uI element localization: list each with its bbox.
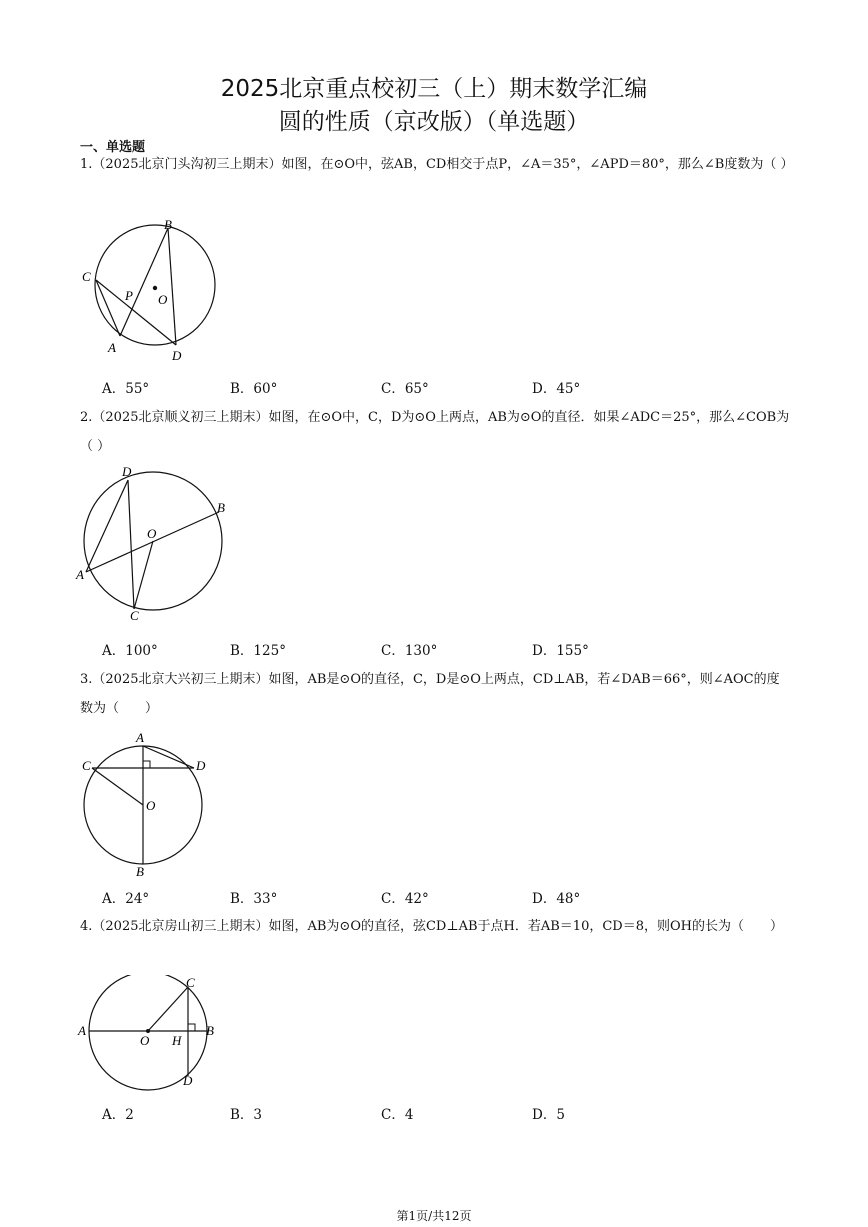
q4-right-angle-mark	[188, 1024, 195, 1031]
q2-segment-dc	[128, 480, 134, 609]
q1-option-b[interactable]: B．60°	[230, 381, 278, 397]
q1-segment-bd	[168, 228, 176, 345]
q4-option-d[interactable]: D．5	[532, 1107, 565, 1123]
question-4-options	[102, 1103, 802, 1123]
q4-label-a: A	[78, 1023, 86, 1038]
q1-label-d: D	[172, 348, 182, 363]
question-2-figure	[74, 462, 234, 622]
question-2-stem: 2.（2025北京顺义初三上期末）如图，在⊙O中，C，D为⊙O上两点，AB为⊙O的直径．如果∠ADC＝25°，那么∠COB为（ ）	[80, 410, 790, 454]
q3-segment-ad	[143, 746, 194, 768]
question-1-figure	[78, 215, 223, 365]
q3-label-b: B	[136, 864, 144, 878]
q3-label-o: O	[146, 798, 156, 813]
q1-label-b: B	[164, 217, 172, 232]
q1-label-a: A	[108, 340, 116, 355]
question-3-options	[102, 887, 802, 907]
q3-label-c: C	[82, 758, 91, 773]
question-3-stem: 3.（2025北京大兴初三上期末）如图，AB是⊙O的直径，C，D是⊙O上两点，CD⊥AB，若∠DAB＝66°，则∠AOC的度数为（ ）	[80, 672, 780, 716]
q3-option-a[interactable]: A．24°	[102, 891, 150, 907]
q2-segment-oc	[134, 541, 153, 609]
q1-chord-ab	[120, 228, 168, 336]
q1-option-c[interactable]: C．65°	[381, 381, 429, 397]
q3-right-angle-mark	[143, 761, 150, 768]
question-4-figure	[74, 975, 224, 1095]
q2-label-d: D	[122, 464, 132, 479]
q4-option-a[interactable]: A．2	[102, 1107, 134, 1123]
question-3-figure	[78, 728, 218, 878]
q2-option-d[interactable]: D．155°	[532, 643, 589, 659]
question-1-options	[102, 377, 802, 397]
q3-option-d[interactable]: D．48°	[532, 891, 581, 907]
q3-segment-co	[92, 768, 143, 805]
q3-option-c[interactable]: C．42°	[381, 891, 429, 907]
q4-option-b[interactable]: B．3	[230, 1107, 263, 1123]
question-2-options	[102, 639, 802, 659]
q1-chord-cd	[96, 280, 176, 345]
q2-label-b: B	[217, 500, 225, 515]
q1-option-d[interactable]: D．45°	[532, 381, 581, 397]
q2-segment-ad	[86, 480, 128, 572]
q1-center-dot	[153, 286, 157, 290]
question-4-stem: 4.（2025北京房山初三上期末）如图，AB为⊙O的直径，弦CD⊥AB于点H．若AB＝10，CD＝8，则OH的长为（ ）	[80, 919, 783, 934]
section-heading: 一、单选题	[80, 140, 146, 155]
q4-option-c[interactable]: C．4	[381, 1107, 414, 1123]
q4-label-h: H	[172, 1033, 182, 1048]
q4-segment-oc	[148, 987, 188, 1031]
q1-circle	[95, 225, 215, 345]
q4-label-b: B	[206, 1023, 214, 1038]
q4-label-o: O	[140, 1033, 150, 1048]
page-number: 第1页/共12页	[396, 1209, 472, 1223]
question-1-stem: 1.（2025北京门头沟初三上期末）如图，在⊙O中，弦AB，CD相交于点P，∠A＝35°，∠APD＝80°，那么∠B度数为（ ）	[80, 157, 794, 172]
q3-label-a: A	[136, 730, 144, 745]
q2-label-c: C	[130, 608, 139, 622]
q4-label-d: D	[183, 1073, 193, 1088]
q4-label-c: C	[186, 975, 195, 990]
q1-label-c: C	[82, 269, 91, 284]
q2-label-a: A	[76, 567, 84, 582]
document-title: 2025北京重点校初三（上）期末数学汇编	[220, 76, 648, 102]
q1-label-o: O	[158, 292, 168, 307]
q2-option-a[interactable]: A．100°	[102, 643, 158, 659]
document-subtitle: 圆的性质（京改版）（单选题）	[278, 109, 590, 135]
q3-label-d: D	[196, 758, 206, 773]
q1-label-p: P	[125, 288, 133, 303]
q1-option-a[interactable]: A．55°	[102, 381, 150, 397]
q3-option-b[interactable]: B．33°	[230, 891, 278, 907]
q2-label-o: O	[147, 526, 157, 541]
q2-option-c[interactable]: C．130°	[381, 643, 438, 659]
q2-option-b[interactable]: B．125°	[230, 643, 286, 659]
